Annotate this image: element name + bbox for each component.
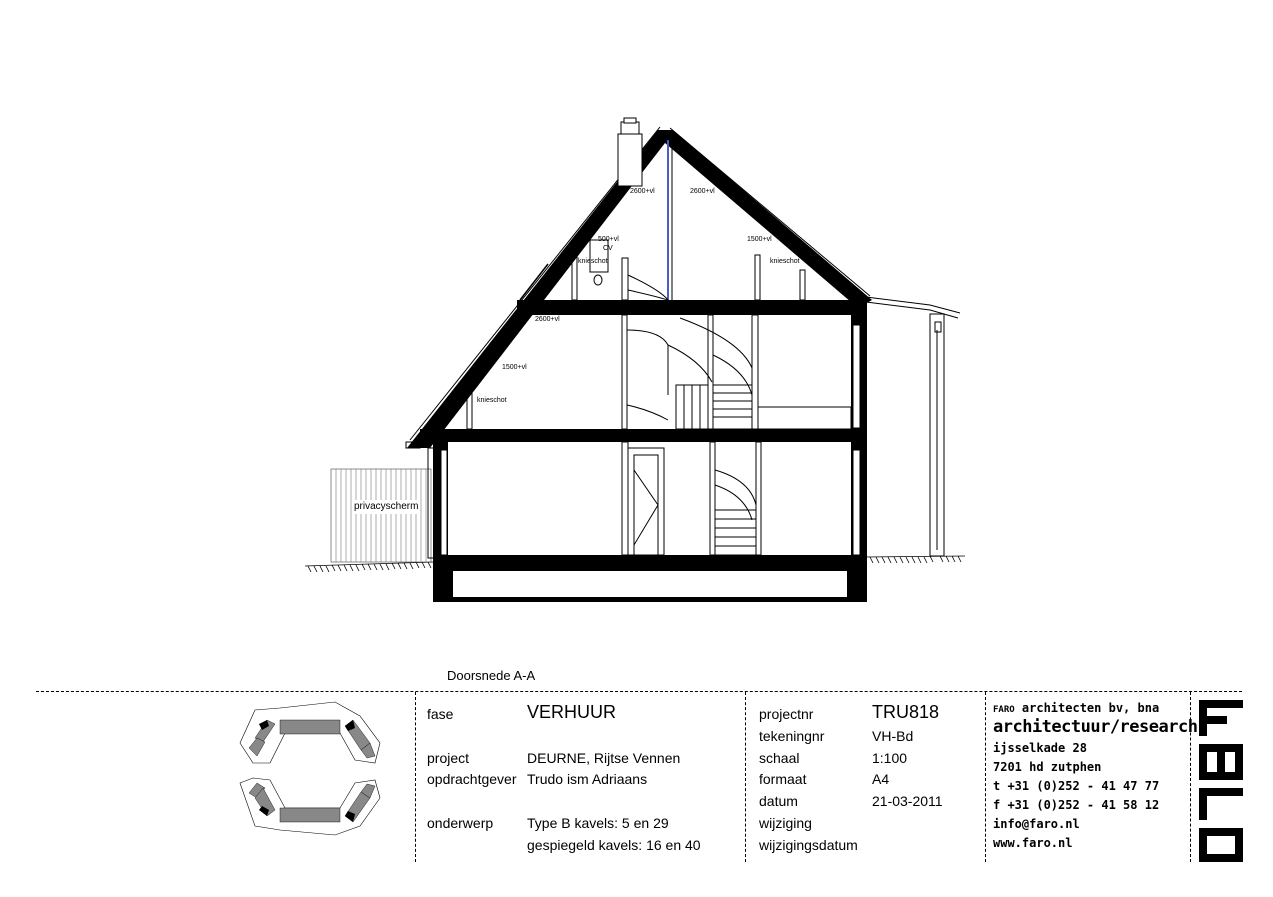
chimney [618, 118, 642, 186]
onderwerp-value-1: Type B kavels: 5 en 29 [527, 815, 669, 831]
label-knieschot-1: knieschot [578, 258, 608, 265]
tekeningnr-value: VH-Bd [872, 728, 914, 744]
label-height-3: 2600+vl [535, 316, 560, 323]
projectnr-value: TRU818 [872, 702, 940, 722]
tekeningnr-label: tekeningnr [759, 728, 825, 744]
fase-value: VERHUUR [527, 702, 617, 722]
label-knieschot-2: knieschot [770, 258, 800, 265]
canopy-right [866, 297, 960, 556]
firm-name-small: FARO [993, 705, 1015, 715]
faro-logo [1199, 700, 1243, 862]
titleblock-divider-3 [985, 692, 986, 862]
datum-label: datum [759, 793, 798, 809]
foundation [433, 555, 867, 602]
label-height-6: 500+vl [598, 236, 619, 243]
opdrachtgever-label: opdrachtgever [427, 771, 517, 787]
titleblock-top-border [36, 691, 1242, 692]
formaat-label: formaat [759, 771, 807, 787]
wijziging-label: wijziging [759, 815, 812, 831]
label-height-5: 1500+vl [747, 236, 772, 243]
label-height-4: 1500+vl [502, 364, 527, 371]
firm-fax: f +31 (0)252 - 41 58 12 [993, 798, 1160, 812]
schaal-value: 1:100 [872, 750, 908, 766]
firm-tagline: architectuur/research [993, 717, 1198, 737]
onderwerp-value-2: gespiegeld kavels: 16 en 40 [527, 837, 701, 853]
ground-left [305, 562, 435, 572]
drawing-title: Doorsnede A-A [447, 668, 536, 683]
onderwerp-label: onderwerp [427, 815, 494, 831]
firm-name [993, 701, 1159, 715]
label-cv: CV [603, 245, 613, 252]
ground-right [866, 556, 965, 563]
projectnr-label: projectnr [759, 706, 814, 722]
privacy-screen [331, 469, 431, 562]
firm-address-2: 7201 hd zutphen [993, 760, 1102, 774]
project-label: project [427, 750, 470, 766]
label-privacyscherm: privacyscherm [354, 501, 419, 512]
project-value: DEURNE, Rijtse Vennen [527, 750, 681, 766]
datum-value: 21-03-2011 [872, 793, 943, 809]
firm-phone: t +31 (0)252 - 41 47 77 [993, 779, 1160, 793]
titleblock-divider-1 [415, 692, 416, 862]
firm-email: info@faro.nl [993, 817, 1080, 831]
formaat-value: A4 [872, 771, 890, 787]
firm-name-rest: architecten bv, bna [1014, 701, 1160, 715]
fase-label: fase [427, 706, 454, 722]
wijzigingsdatum-label: wijzigingsdatum [759, 837, 858, 853]
opdrachtgever-value: Trudo ism Adriaans [527, 771, 648, 787]
label-height-1: 2600+vl [630, 188, 655, 195]
firm-web: www.faro.nl [993, 836, 1073, 850]
label-height-2: 2600+vl [690, 188, 715, 195]
titleblock-divider-2 [745, 692, 746, 862]
label-knieschot-3: knieschot [477, 397, 507, 404]
schaal-label: schaal [759, 750, 800, 766]
site-keyplan [235, 698, 385, 838]
firm-address-1: ijsselkade 28 [993, 741, 1087, 755]
